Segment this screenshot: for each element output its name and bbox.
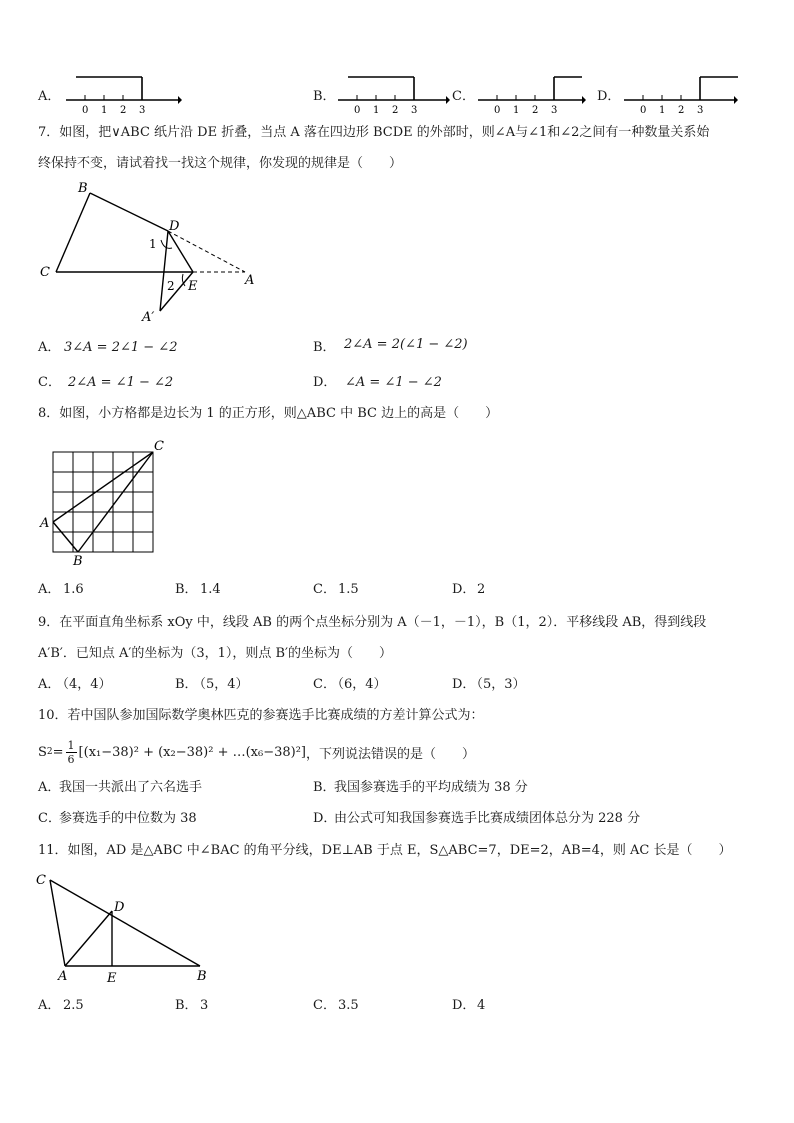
q10-option-d-letter[interactable]: D． bbox=[313, 811, 337, 826]
q8-option-b-letter[interactable]: B． bbox=[175, 582, 198, 597]
tick-label: 3 bbox=[697, 105, 704, 116]
q8-option-c-letter[interactable]: C． bbox=[313, 582, 336, 597]
q7-figure-folded-triangle bbox=[30, 178, 270, 328]
tick-label: 2 bbox=[392, 105, 399, 116]
q10-option-c-text[interactable]: 参赛选手的中位数为 38 bbox=[59, 811, 197, 826]
label-c: C bbox=[36, 873, 46, 888]
tick-label: 1 bbox=[659, 105, 666, 116]
q10-option-a-letter[interactable]: A． bbox=[38, 780, 61, 795]
q7-text-line1: 7．如图，把∨ABC 纸片沿 DE 折叠，当点 A 落在四边形 BCDE 的外部时，则∠A与∠1和∠2之间有一种数量关系始 bbox=[38, 125, 710, 140]
q9-option-b-letter[interactable]: B． bbox=[175, 677, 198, 692]
q10-variance-formula bbox=[38, 734, 475, 770]
q10-text-line1: 10．若中国队参加国际数学奥林匹克的参赛选手比赛成绩的方差计算公式为： bbox=[38, 708, 484, 723]
tick-label: 1 bbox=[101, 105, 108, 116]
q9-option-c-letter[interactable]: C． bbox=[313, 677, 336, 692]
q7-option-c-text[interactable]: 2∠A = ∠1 − ∠2 bbox=[68, 375, 174, 390]
q6-number-line-d bbox=[620, 74, 744, 116]
label-a: A bbox=[40, 516, 50, 531]
label-a-prime: A′ bbox=[142, 310, 155, 325]
q9-option-c-text[interactable]: （6，4） bbox=[331, 677, 387, 692]
q7-option-c-letter[interactable]: C． bbox=[38, 375, 61, 390]
q7-option-d-letter[interactable]: D． bbox=[313, 375, 337, 390]
tick-label: 3 bbox=[551, 105, 558, 116]
q9-option-a-letter[interactable]: A． bbox=[38, 677, 61, 692]
q11-option-c-letter[interactable]: C． bbox=[313, 998, 336, 1013]
label-d: D bbox=[114, 900, 125, 915]
label-angle-1: 1 bbox=[149, 237, 157, 251]
q7-option-b-text[interactable]: 2∠A = 2(∠1 − ∠2) bbox=[344, 337, 468, 352]
tick-label: 0 bbox=[82, 105, 89, 116]
q11-option-d-text[interactable]: 4 bbox=[477, 998, 486, 1013]
tick-label: 1 bbox=[373, 105, 380, 116]
q6-number-line-c bbox=[474, 74, 594, 116]
q6-number-line-a bbox=[62, 74, 182, 116]
label-b: B bbox=[73, 554, 83, 566]
tick-label: 0 bbox=[354, 105, 361, 116]
label-e: E bbox=[188, 279, 198, 294]
q8-option-d-text[interactable]: 2 bbox=[477, 582, 486, 597]
q6-option-d-letter[interactable]: D． bbox=[597, 89, 621, 104]
formula-equals: = bbox=[52, 744, 64, 760]
q9-text-line1: 9．在平面直角坐标系 xOy 中，线段 AB 的两个点坐标分别为 A（－1，－1），B（1，2）．平移线段 AB，得到线段 bbox=[38, 615, 707, 630]
formula-lhs-exponent: 2 bbox=[46, 747, 53, 757]
q8-option-a-text[interactable]: 1.6 bbox=[63, 582, 84, 597]
formula-fraction bbox=[66, 739, 77, 766]
q10-option-b-letter[interactable]: B． bbox=[313, 780, 336, 795]
q7-option-b-letter[interactable]: B． bbox=[313, 340, 336, 355]
tick-label: 1 bbox=[513, 105, 520, 116]
q9-option-a-text[interactable]: （4，4） bbox=[56, 677, 112, 692]
q11-option-a-letter[interactable]: A． bbox=[38, 998, 61, 1013]
label-c: C bbox=[40, 265, 50, 280]
label-a: A bbox=[58, 969, 68, 984]
q9-option-b-text[interactable]: （5，4） bbox=[193, 677, 249, 692]
label-e: E bbox=[107, 971, 117, 986]
q8-text: 8．如图，小方格都是边长为 1 的正方形，则△ABC 中 BC 边上的高是（ ） bbox=[38, 406, 499, 421]
q6-option-b-letter[interactable]: B． bbox=[313, 89, 336, 104]
tick-label: 0 bbox=[640, 105, 647, 116]
q10-option-b-text[interactable]: 我国参赛选手的平均成绩为 38 分 bbox=[334, 780, 528, 795]
q10-text-tail: ，下列说法错误的是（ ） bbox=[306, 746, 476, 762]
q9-option-d-text[interactable]: （5，3） bbox=[470, 677, 526, 692]
q8-option-a-letter[interactable]: A． bbox=[38, 582, 61, 597]
q8-option-c-text[interactable]: 1.5 bbox=[338, 582, 359, 597]
tick-label: 2 bbox=[678, 105, 685, 116]
q7-option-a-text[interactable]: 3∠A = 2∠1 − ∠2 bbox=[64, 340, 178, 355]
q11-option-a-text[interactable]: 2.5 bbox=[63, 998, 84, 1013]
q11-option-b-letter[interactable]: B． bbox=[175, 998, 198, 1013]
formula-numerator: 1 bbox=[67, 738, 75, 752]
q10-option-d-text[interactable]: 由公式可知我国参赛选手比赛成绩团体总分为 228 分 bbox=[334, 811, 641, 826]
q8-figure-grid bbox=[36, 438, 172, 566]
formula-body: [(x₁−38)² + (x₂−38)² + …(x₆−38)²] bbox=[78, 744, 307, 760]
q6-number-line-b bbox=[334, 74, 454, 116]
formula-denominator: 6 bbox=[67, 752, 75, 766]
q9-option-d-letter[interactable]: D． bbox=[452, 677, 476, 692]
q7-text-line2: 终保持不变，请试着找一找这个规律，你发现的规律是（ ） bbox=[38, 156, 403, 171]
label-angle-2: 2 bbox=[167, 279, 175, 293]
tick-label: 3 bbox=[139, 105, 146, 116]
tick-label: 2 bbox=[532, 105, 539, 116]
tick-label: 3 bbox=[411, 105, 418, 116]
q10-option-c-letter[interactable]: C． bbox=[38, 811, 61, 826]
q11-text: 11．如图，AD 是△ABC 中∠BAC 的角平分线，DE⊥AB 于点 E，S△ABC=7，DE=2，AB=4，则 AC 长是（ ） bbox=[38, 843, 732, 858]
tick-label: 2 bbox=[120, 105, 127, 116]
label-b: B bbox=[197, 969, 207, 984]
q11-option-c-text[interactable]: 3.5 bbox=[338, 998, 359, 1013]
q7-option-a-letter[interactable]: A． bbox=[38, 340, 61, 355]
q6-option-a-letter[interactable]: A． bbox=[38, 89, 61, 104]
q8-option-d-letter[interactable]: D． bbox=[452, 582, 476, 597]
tick-label: 0 bbox=[494, 105, 501, 116]
label-b: B bbox=[78, 181, 88, 196]
q8-option-b-text[interactable]: 1.4 bbox=[200, 582, 221, 597]
formula-lhs: S bbox=[38, 744, 47, 760]
q10-option-a-text[interactable]: 我国一共派出了六名选手 bbox=[59, 780, 203, 795]
q7-option-d-text[interactable]: ∠A = ∠1 − ∠2 bbox=[345, 375, 442, 390]
label-d: D bbox=[169, 219, 180, 234]
q9-text-line2: A′B′．已知点 A′的坐标为（3，1），则点 B′的坐标为（ ） bbox=[38, 646, 392, 661]
q11-figure-angle-bisector bbox=[30, 868, 220, 988]
q11-option-b-text[interactable]: 3 bbox=[200, 998, 209, 1013]
label-a: A bbox=[245, 273, 255, 288]
label-c: C bbox=[154, 439, 164, 454]
q6-option-c-letter[interactable]: C． bbox=[452, 89, 475, 104]
q11-option-d-letter[interactable]: D． bbox=[452, 998, 476, 1013]
